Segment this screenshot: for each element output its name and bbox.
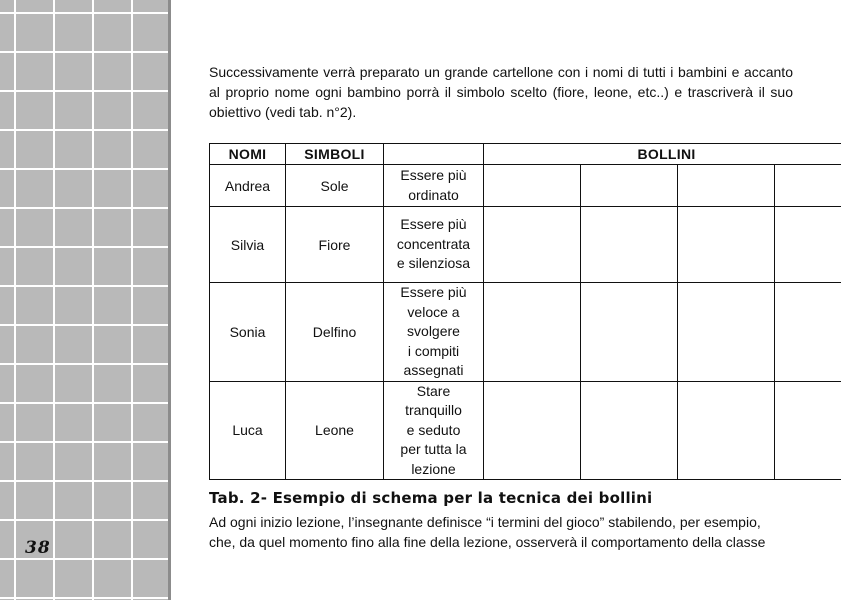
sticker-cell	[775, 165, 841, 207]
row-name: Silvia	[210, 207, 286, 283]
goal-line: Essere più	[400, 167, 467, 183]
row-goal	[384, 165, 484, 207]
sticker-cell	[775, 381, 841, 480]
row-goal	[384, 381, 484, 480]
sticker-cell	[484, 283, 581, 382]
goal-line: tranquillo	[405, 402, 462, 418]
row-goal	[384, 283, 484, 382]
goal-line: ordinato	[408, 186, 459, 203]
goal-line: assegnati	[403, 362, 464, 378]
sticker-cell	[581, 283, 678, 382]
goal-line: svolgere	[407, 323, 460, 339]
sticker-cell	[581, 207, 678, 283]
sticker-cell	[484, 207, 581, 283]
goal-line: i compiti	[407, 342, 460, 359]
header-symbols: SIMBOLI	[286, 144, 384, 165]
outro-line: Ad ogni inizio lezione, l’insegnante definisce “i termini del gioco” stabilendo, per esempio,	[209, 514, 761, 530]
sticker-cell	[775, 283, 841, 382]
outro-line: che, da quel momento fino alla fine della lezione, osserverà il comportamento della classe	[209, 534, 766, 550]
row-name: Luca	[210, 381, 286, 480]
intro-paragraph: Successivamente verrà preparato un grande cartellone con i nomi di tutti i bambini e accanto al proprio nome ogni bambino porrà il simbolo scelto (fiore, leone, etc..) e trascriverà il suo obiettivo (vedi tab. n°2).	[209, 64, 793, 120]
row-symbol: Sole	[286, 165, 384, 207]
header-stickers: BOLLINI	[484, 144, 841, 165]
table-row	[210, 165, 841, 207]
goal-line: Essere più	[400, 216, 467, 233]
row-goal	[384, 207, 484, 283]
side-grid-edge	[168, 0, 171, 600]
row-symbol: Fiore	[286, 207, 384, 283]
goal-line: per tutta la	[400, 441, 467, 457]
table-row	[210, 283, 841, 382]
sticker-cell	[678, 207, 775, 283]
table-caption: Tab. 2- Esempio di schema per la tecnica dei bollini	[209, 489, 653, 507]
goal-line: e seduto	[406, 421, 461, 438]
goal-line: concentrata	[396, 235, 471, 252]
sticker-cell	[581, 381, 678, 480]
goal-line: lezione	[411, 460, 456, 477]
header-names: NOMI	[210, 144, 286, 165]
goal-line: Essere più	[400, 284, 467, 300]
row-name: Andrea	[210, 165, 286, 207]
sticker-cell	[678, 381, 775, 480]
sticker-schema-table	[209, 143, 841, 480]
side-grid-decoration	[0, 0, 168, 600]
outro-paragraph	[209, 512, 809, 552]
table-header-row	[210, 144, 841, 165]
sticker-cell	[678, 283, 775, 382]
sticker-cell	[581, 165, 678, 207]
sticker-cell	[484, 381, 581, 480]
row-name: Sonia	[210, 283, 286, 382]
row-symbol: Delfino	[286, 283, 384, 382]
row-symbol: Leone	[286, 381, 384, 480]
sticker-cell	[775, 207, 841, 283]
sticker-cell	[678, 165, 775, 207]
sticker-cell	[484, 165, 581, 207]
table-row	[210, 207, 841, 283]
goal-line: veloce a	[407, 303, 460, 320]
page-number: 38	[25, 538, 51, 558]
goal-line: Stare	[416, 382, 451, 399]
table-row	[210, 381, 841, 480]
header-goal	[384, 144, 484, 165]
goal-line: e silenziosa	[396, 255, 471, 272]
